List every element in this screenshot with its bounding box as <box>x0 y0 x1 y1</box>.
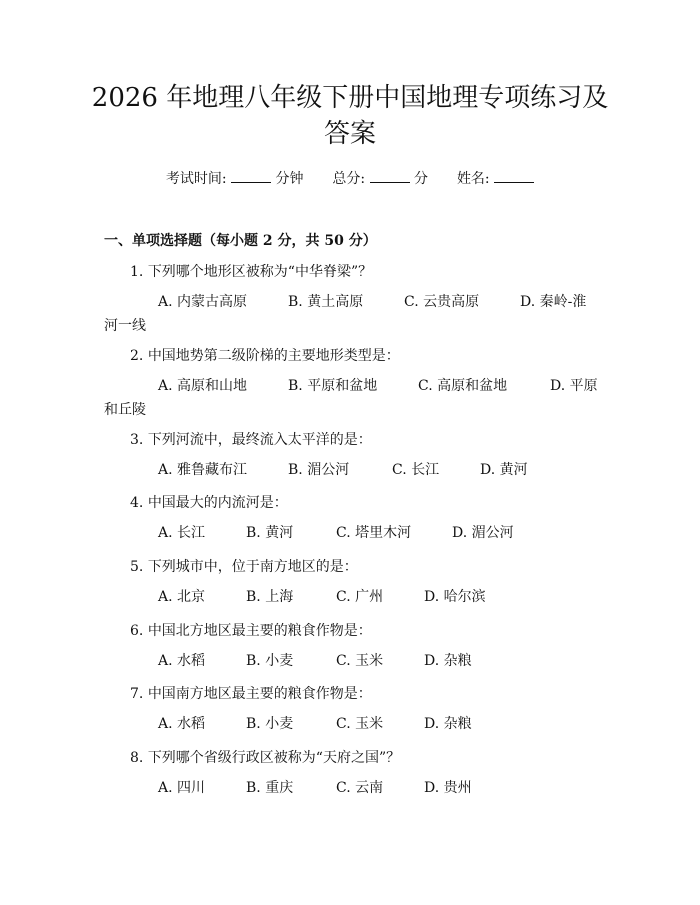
question-number: 3. <box>130 432 144 448</box>
options-1 <box>104 290 604 338</box>
question-number: 8. <box>130 750 144 766</box>
question-1 <box>130 262 372 282</box>
question-3 <box>130 430 372 450</box>
name-label: 姓名: <box>456 171 490 187</box>
options-5 <box>104 585 604 609</box>
option-d[interactable]: D. 贵州 <box>424 780 472 796</box>
option-b[interactable]: B. 上海 <box>246 589 294 605</box>
option-a[interactable]: A. 水稻 <box>158 716 206 732</box>
option-d[interactable]: D. 湄公河 <box>452 525 514 541</box>
option-b[interactable]: B. 平原和盆地 <box>288 378 378 394</box>
time-unit: 分钟 <box>275 171 304 187</box>
question-text: 中国地势第二级阶梯的主要地形类型是： <box>147 348 400 364</box>
question-6 <box>130 621 372 641</box>
question-7 <box>130 684 372 704</box>
option-c[interactable]: C. 长江 <box>392 462 440 478</box>
page-title <box>60 80 640 152</box>
question-number: 6. <box>130 623 144 639</box>
option-b[interactable]: B. 小麦 <box>246 653 294 669</box>
question-5 <box>130 557 358 577</box>
option-c[interactable]: C. 云南 <box>336 780 384 796</box>
score-blank[interactable] <box>370 168 410 183</box>
section-title: 一、单项选择题（每小题 2 分，共 50 分） <box>104 233 377 249</box>
exam-info <box>0 168 700 189</box>
option-a[interactable]: A. 内蒙古高原 <box>158 294 248 310</box>
question-2 <box>130 346 400 366</box>
option-a[interactable]: A. 雅鲁藏布江 <box>158 462 248 478</box>
option-a[interactable]: A. 四川 <box>158 780 206 796</box>
option-d-wrap: 和丘陵 <box>104 402 146 418</box>
question-text: 中国最大的内流河是： <box>147 495 288 511</box>
name-blank[interactable] <box>494 168 534 183</box>
option-a[interactable]: A. 长江 <box>158 525 206 541</box>
options-6 <box>104 649 604 673</box>
time-blank[interactable] <box>231 168 271 183</box>
options-4 <box>104 521 604 545</box>
options-8 <box>104 776 604 800</box>
option-c[interactable]: C. 玉米 <box>336 716 384 732</box>
score-unit: 分 <box>414 171 429 187</box>
options-7 <box>104 712 604 736</box>
question-text: 中国南方地区最主要的粮食作物是： <box>147 686 372 702</box>
option-d[interactable]: D. 哈尔滨 <box>424 589 486 605</box>
option-a[interactable]: A. 高原和山地 <box>158 378 248 394</box>
time-label: 考试时间: <box>165 171 227 187</box>
question-text: 下列哪个地形区被称为“中华脊梁”？ <box>147 264 373 280</box>
question-number: 1. <box>130 264 144 280</box>
option-b[interactable]: B. 黄河 <box>246 525 294 541</box>
question-text: 下列哪个省级行政区被称为“天府之国”？ <box>147 750 401 766</box>
question-number: 7. <box>130 686 144 702</box>
option-b[interactable]: B. 湄公河 <box>288 462 350 478</box>
option-d[interactable]: D. 黄河 <box>480 462 528 478</box>
option-c[interactable]: C. 高原和盆地 <box>418 378 508 394</box>
option-b[interactable]: B. 黄土高原 <box>288 294 364 310</box>
option-a[interactable]: A. 北京 <box>158 589 206 605</box>
option-d[interactable]: D. 秦岭-淮 <box>520 294 587 310</box>
option-b[interactable]: B. 重庆 <box>246 780 294 796</box>
question-4 <box>130 493 288 513</box>
option-c[interactable]: C. 玉米 <box>336 653 384 669</box>
question-number: 4. <box>130 495 144 511</box>
options-2 <box>104 374 604 422</box>
options-3 <box>104 458 604 482</box>
option-b[interactable]: B. 小麦 <box>246 716 294 732</box>
option-c[interactable]: C. 塔里木河 <box>336 525 412 541</box>
title-line-2: 答案 <box>323 119 376 149</box>
option-d-wrap: 河一线 <box>104 318 146 334</box>
option-a[interactable]: A. 水稻 <box>158 653 206 669</box>
question-text: 中国北方地区最主要的粮食作物是： <box>147 623 372 639</box>
option-d[interactable]: D. 杂粮 <box>424 653 472 669</box>
title-line-1: 2026 年地理八年级下册中国地理专项练习及 <box>91 83 609 113</box>
score-label: 总分: <box>332 171 366 187</box>
option-d[interactable]: D. 杂粮 <box>424 716 472 732</box>
option-c[interactable]: C. 云贵高原 <box>404 294 480 310</box>
question-number: 5. <box>130 559 144 575</box>
option-c[interactable]: C. 广州 <box>336 589 384 605</box>
option-d[interactable]: D. 平原 <box>550 378 598 394</box>
question-text: 下列城市中，位于南方地区的是： <box>147 559 358 575</box>
question-text: 下列河流中，最终流入太平洋的是： <box>147 432 372 448</box>
question-8 <box>130 748 400 768</box>
question-number: 2. <box>130 348 144 364</box>
